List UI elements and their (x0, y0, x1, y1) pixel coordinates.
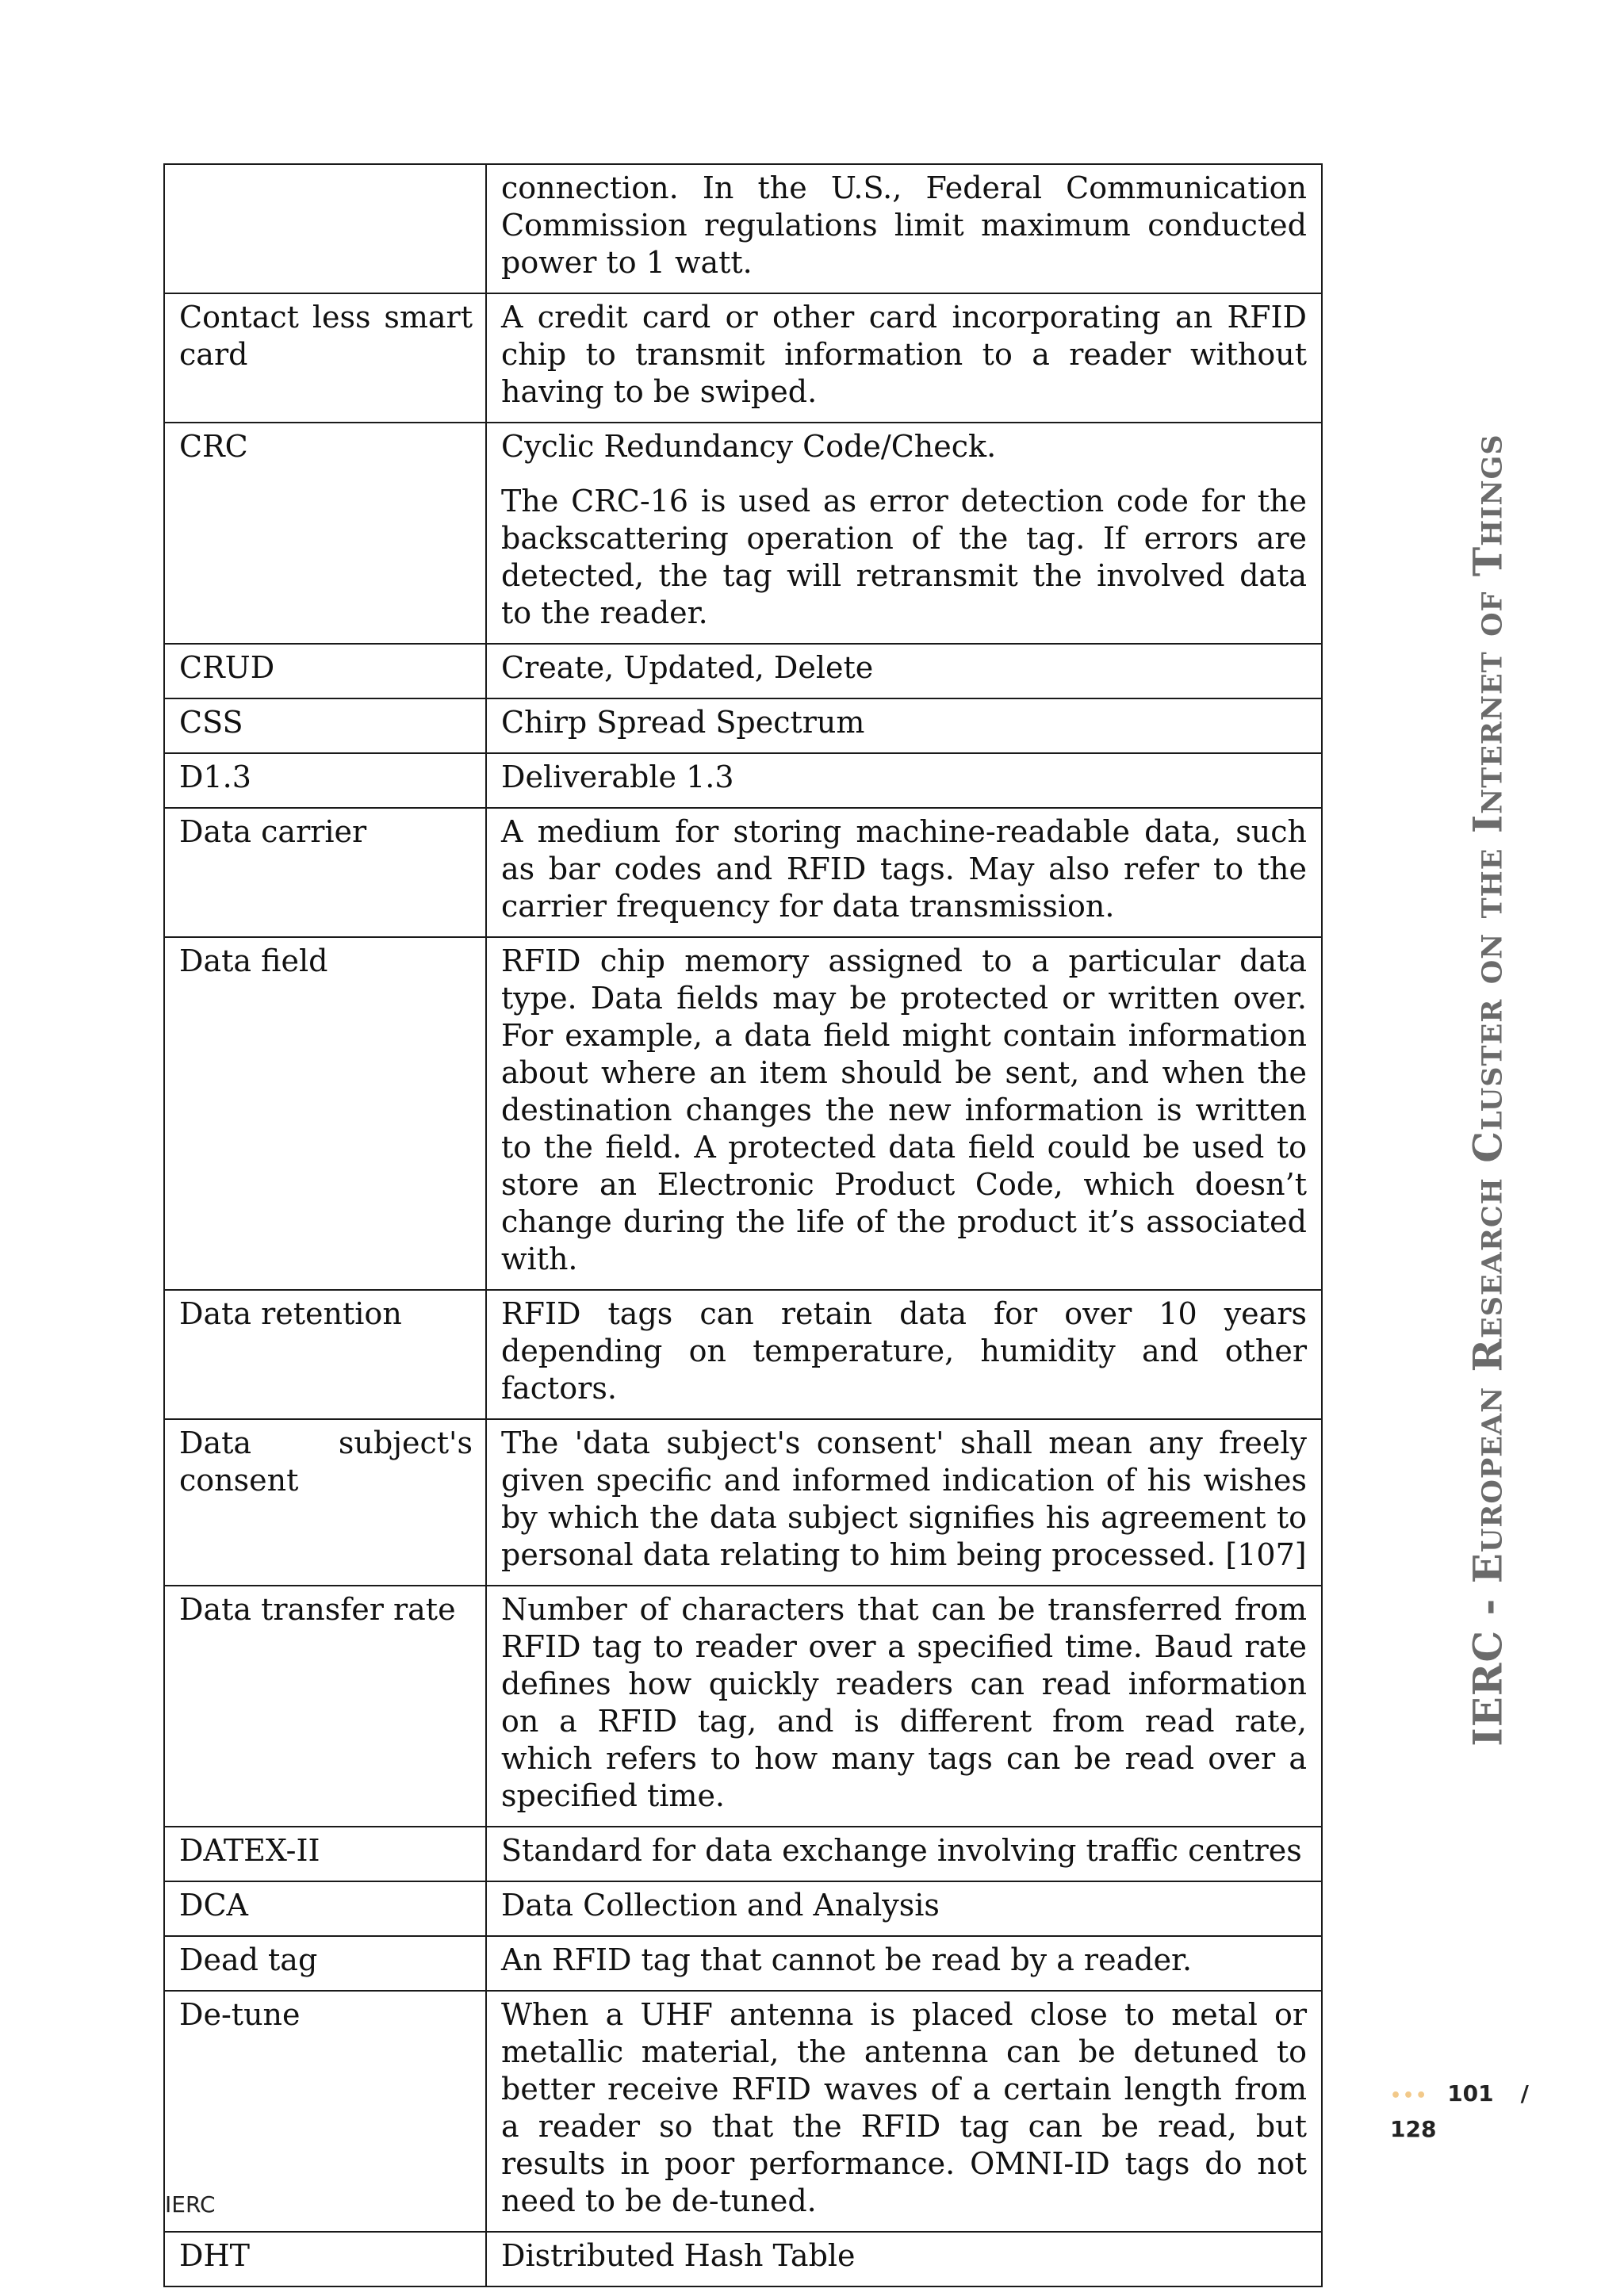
definition-paragraph: An RFID tag that cannot be read by a reader. (501, 1942, 1193, 1977)
glossary-term: Data transfer rate (164, 1586, 486, 1827)
definition-paragraph: Standard for data exchange involving traffic centres (501, 1833, 1302, 1868)
definition-paragraph: A credit card or other card incorporating an RFID chip to transmit information to a reader without having to be swiped. (501, 300, 1307, 409)
glossary-term: Data retention (164, 1290, 486, 1419)
glossary-definition (486, 293, 1322, 423)
glossary-row (164, 937, 1322, 1290)
glossary-term: Data subject's consent (164, 1419, 486, 1586)
page-number (1390, 2077, 1529, 2146)
glossary-row (164, 698, 1322, 753)
page-separator: / (1520, 2080, 1529, 2107)
glossary-definition (486, 808, 1322, 937)
glossary-row (164, 753, 1322, 808)
definition-paragraph: connection. In the U.S., Federal Communication Commission regulations limit maximum conducted power to 1 watt. (501, 170, 1307, 280)
glossary-term: Data field (164, 937, 486, 1290)
glossary-term: D1.3 (164, 753, 486, 808)
definition-paragraph: The CRC-16 is used as error detection code for the backscattering operation of the tag. If errors are detected, the tag will retransmit the involved data to the reader. (501, 484, 1307, 630)
glossary-row (164, 1827, 1322, 1881)
glossary-row (164, 1991, 1322, 2232)
glossary-term: CRC (164, 423, 486, 644)
page-dots-icon: ••• (1390, 2086, 1429, 2106)
glossary-term: DHT (164, 2232, 486, 2286)
glossary-definition (486, 644, 1322, 698)
definition-paragraph: RFID tags can retain data for over 10 years depending on temperature, humidity and other factors. (501, 1296, 1307, 1406)
definition-paragraph: Number of characters that can be transferred from RFID tag to reader over a specified time. Baud rate defines how quickly readers can read information on a RFID tag, and is different from read rate, which refers to how many tags can be read over a specified time. (501, 1592, 1307, 1813)
glossary-definition (486, 1936, 1322, 1991)
glossary-body (164, 164, 1322, 2286)
glossary-definition (486, 1881, 1322, 1936)
glossary-term: DATEX-II (164, 1827, 486, 1881)
definition-paragraph: A medium for storing machine-readable data, such as bar codes and RFID tags. May also refer to the carrier frequency for data transmission. (501, 814, 1307, 924)
glossary-definition (486, 1827, 1322, 1881)
glossary-definition (486, 1419, 1322, 1586)
glossary-row (164, 164, 1322, 293)
glossary-term: Dead tag (164, 1936, 486, 1991)
glossary-term: Contact less smart card (164, 293, 486, 423)
definition-paragraph: Create, Updated, Delete (501, 650, 874, 685)
glossary-row (164, 1881, 1322, 1936)
definition-paragraph: Data Collection and Analysis (501, 1888, 940, 1923)
glossary-definition (486, 698, 1322, 753)
glossary-definition (486, 423, 1322, 644)
glossary-definition (486, 1586, 1322, 1827)
glossary-definition (486, 1991, 1322, 2232)
glossary-table (163, 163, 1323, 2287)
glossary-row (164, 1586, 1322, 1827)
glossary-term: CRUD (164, 644, 486, 698)
glossary-term (164, 164, 486, 293)
side-title-text: IERC - European Research Cluster on the Internet of Things (1464, 434, 1511, 1747)
glossary-row (164, 644, 1322, 698)
glossary-definition (486, 937, 1322, 1290)
glossary-row (164, 293, 1322, 423)
definition-paragraph: When a UHF antenna is placed close to metal or metallic material, the antenna can be detuned to better receive RFID waves of a certain length from a reader so that the RFID tag can be read, but results in poor performance. OMNI-ID tags do not need to be de-tuned. (501, 1997, 1307, 2218)
definition-paragraph: Chirp Spread Spectrum (501, 705, 865, 740)
definition-paragraph: Deliverable 1.3 (501, 760, 734, 794)
page-total: 128 (1390, 2116, 1437, 2142)
glossary-row (164, 808, 1322, 937)
glossary-definition (486, 753, 1322, 808)
glossary-definition (486, 1290, 1322, 1419)
definition-paragraph: The 'data subject's consent' shall mean any freely given specific and informed indication of his wishes by which the data subject signifies his agreement to personal data relating to him being processed. [107] (501, 1425, 1307, 1572)
definition-paragraph: Cyclic Redundancy Code/Check. (501, 429, 997, 464)
glossary-row (164, 2232, 1322, 2286)
glossary-term: Data carrier (164, 808, 486, 937)
glossary-term: De-tune (164, 1991, 486, 2232)
page-current: 101 (1447, 2080, 1494, 2107)
glossary-term: CSS (164, 698, 486, 753)
glossary-row (164, 423, 1322, 644)
footer-label: IERC (165, 2191, 216, 2218)
glossary-term: DCA (164, 1881, 486, 1936)
glossary-row (164, 1936, 1322, 1991)
side-title (1464, 285, 1511, 1895)
glossary-definition (486, 2232, 1322, 2286)
definition-paragraph: RFID chip memory assigned to a particular data type. Data fields may be protected or written over. For example, a data field might contain information about where an item should be sent, and when the destination changes the new information is written to the field. A protected data field could be used to store an Electronic Product Code, which doesn’t change during the life of the product it’s associated with. (501, 943, 1307, 1276)
glossary-row (164, 1290, 1322, 1419)
glossary-row (164, 1419, 1322, 1586)
definition-paragraph: Distributed Hash Table (501, 2238, 856, 2273)
glossary-definition (486, 164, 1322, 293)
